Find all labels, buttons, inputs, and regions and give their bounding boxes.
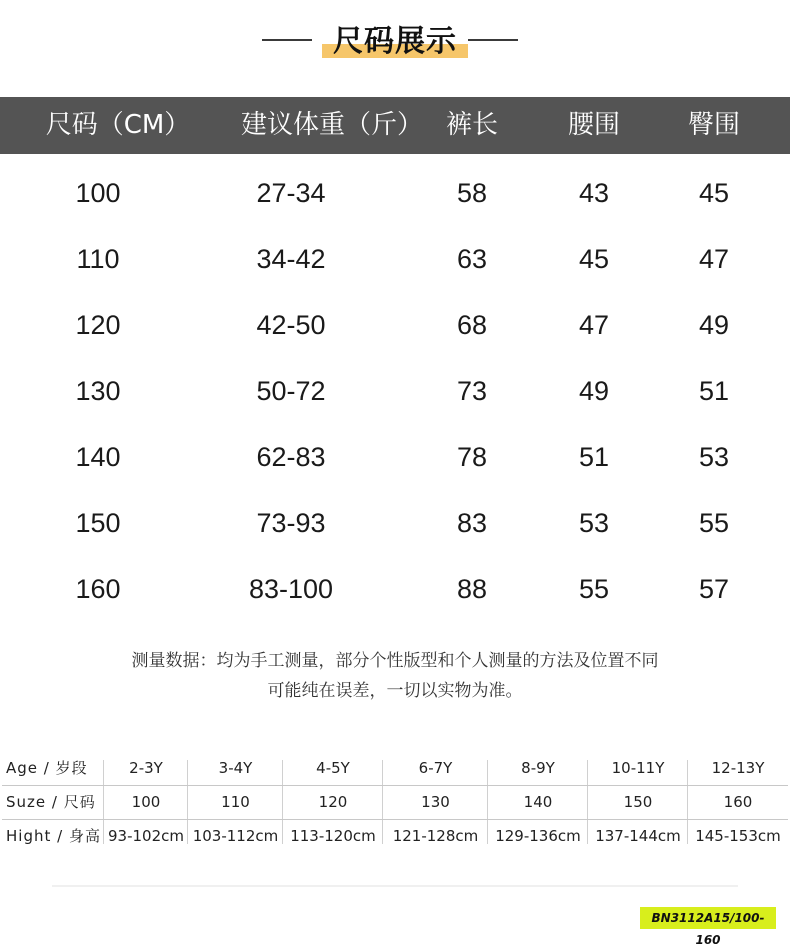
mini-table-cell: 103-112cm xyxy=(192,827,279,845)
row-label: Hight / 身高 xyxy=(6,827,101,845)
column-divider xyxy=(187,760,188,844)
note-line-1: 测量数据：均为手工测量，部分个性版型和个人测量的方法及位置不同 xyxy=(131,651,659,671)
mini-table-cell: 110 xyxy=(221,793,250,811)
pants-length-cell: 83 xyxy=(456,508,488,538)
mini-table-cell: 113-120cm xyxy=(290,827,376,845)
mini-table-cell: 4-5Y xyxy=(316,759,350,777)
hip-cell: 57 xyxy=(698,574,730,604)
hip-cell: 51 xyxy=(698,376,730,406)
pants-length-cell: 58 xyxy=(456,178,488,208)
mini-table-cell: 6-7Y xyxy=(418,759,453,777)
mini-table-cell: 130 xyxy=(421,793,450,811)
waist-cell: 47 xyxy=(578,310,610,340)
mini-table-cell: 3-4Y xyxy=(218,759,253,777)
column-divider xyxy=(382,760,383,844)
waist-cell: 51 xyxy=(578,442,610,472)
mini-table-cell: 93-102cm xyxy=(108,827,184,845)
weight-cell: 83-100 xyxy=(248,574,334,604)
row-label: Suze / 尺码 xyxy=(6,793,96,811)
mini-table-cell: 145-153cm xyxy=(695,827,781,845)
mini-table-cell: 129-136cm xyxy=(495,827,581,845)
hip-cell: 49 xyxy=(698,310,730,340)
size-table-header xyxy=(0,97,790,154)
waist-cell: 53 xyxy=(578,508,610,538)
table-row xyxy=(0,424,790,490)
waist-cell: 49 xyxy=(578,376,610,406)
size-cell: 110 xyxy=(76,244,120,274)
title-rule-right xyxy=(468,39,518,41)
mini-table-cell: 121-128cm xyxy=(392,827,479,845)
weight-cell: 42-50 xyxy=(256,310,326,340)
hip-cell: 47 xyxy=(698,244,730,274)
pants-length-cell: 63 xyxy=(456,244,488,274)
waist-cell: 43 xyxy=(578,178,610,208)
bottom-divider xyxy=(52,885,738,887)
table-row xyxy=(0,160,790,226)
mini-table-cell: 160 xyxy=(723,793,753,811)
pants-length-cell: 73 xyxy=(456,376,488,406)
column-divider xyxy=(487,760,488,844)
weight-cell: 34-42 xyxy=(256,244,326,274)
size-cell: 160 xyxy=(75,574,121,604)
mini-table-cell: 140 xyxy=(523,793,553,811)
mini-table-cell: 12-13Y xyxy=(711,759,765,777)
weight-cell: 50-72 xyxy=(256,376,326,406)
section-title xyxy=(0,22,790,66)
size-row xyxy=(0,786,790,818)
row-divider xyxy=(2,785,788,786)
mini-table-cell: 120 xyxy=(318,793,348,811)
sku-badge: BN3112A15/100-160 xyxy=(640,907,776,929)
table-row xyxy=(0,226,790,292)
pants-length-cell: 68 xyxy=(456,310,488,340)
size-cell: 100 xyxy=(75,178,121,208)
hip-cell: 55 xyxy=(698,508,730,538)
column-divider xyxy=(587,760,588,844)
pants-length-cell: 88 xyxy=(456,574,488,604)
table-row xyxy=(0,292,790,358)
size-cell: 120 xyxy=(75,310,121,340)
header-waist: 腰围 xyxy=(567,110,620,140)
mini-table-cell: 137-144cm xyxy=(595,827,681,845)
mini-table-cell: 100 xyxy=(131,793,161,811)
waist-cell: 45 xyxy=(578,244,610,274)
mini-table-cell: 2-3Y xyxy=(129,759,163,777)
column-divider xyxy=(687,760,688,844)
row-label: Age / 岁段 xyxy=(6,759,88,777)
row-divider xyxy=(2,819,788,820)
size-cell: 140 xyxy=(75,442,121,472)
page-title: 尺码展示 xyxy=(333,24,457,59)
note-line-2: 可能纯在误差，一切以实物为准。 xyxy=(267,681,523,701)
waist-cell: 55 xyxy=(578,574,610,604)
hip-cell: 53 xyxy=(698,442,730,472)
header-hip: 臀围 xyxy=(687,110,740,140)
table-row xyxy=(0,490,790,556)
mini-table-cell: 10-11Y xyxy=(611,759,665,777)
age-row xyxy=(0,752,790,784)
weight-cell: 73-93 xyxy=(256,508,326,538)
column-divider xyxy=(282,760,283,844)
weight-cell: 62-83 xyxy=(256,442,326,472)
weight-cell: 27-34 xyxy=(256,178,326,208)
table-row xyxy=(0,358,790,424)
mini-table-cell: 150 xyxy=(623,793,653,811)
header-size: 尺码（CM） xyxy=(45,110,191,140)
table-row xyxy=(0,556,790,622)
hip-cell: 45 xyxy=(698,178,730,208)
pants-length-cell: 78 xyxy=(456,442,488,472)
height-row xyxy=(0,820,790,852)
title-rule-left xyxy=(262,39,312,41)
header-pants-length: 裤长 xyxy=(445,110,498,140)
size-cell: 130 xyxy=(75,376,121,406)
size-cell: 150 xyxy=(75,508,121,538)
column-divider xyxy=(103,760,104,844)
header-weight: 建议体重（斤） xyxy=(240,110,423,140)
mini-table-cell: 8-9Y xyxy=(521,759,555,777)
